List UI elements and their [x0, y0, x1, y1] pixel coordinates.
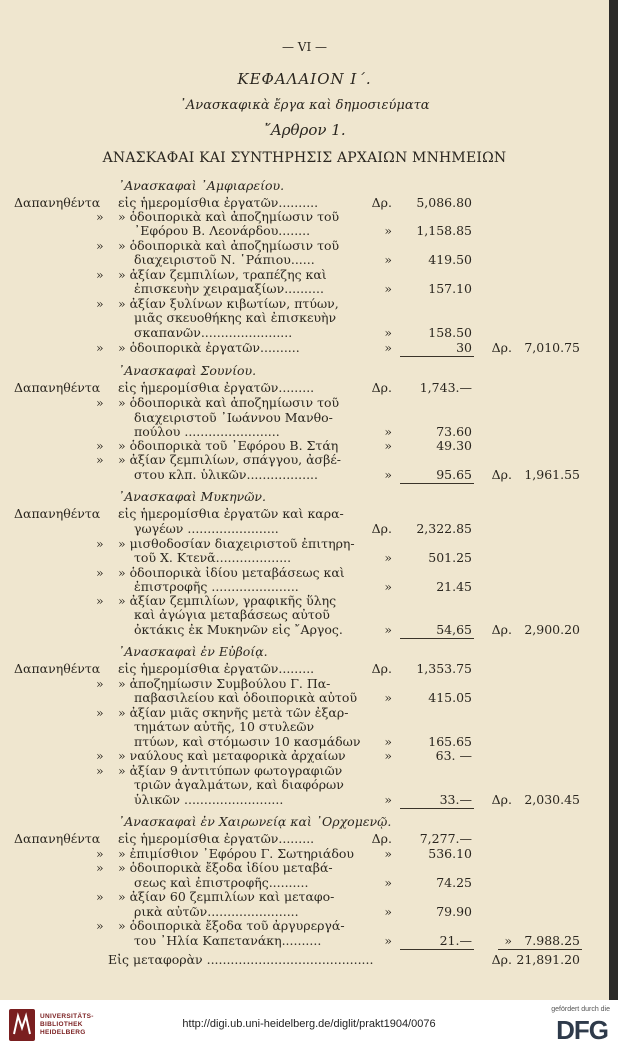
- entry-description: » ἀξίαν μιᾶς σκηνῆς μετὰ τῶν ἐξαρ-: [118, 705, 349, 720]
- unit-label: »: [384, 748, 392, 763]
- entry-description: σεως καὶ ἐπιστροφῆς..........: [134, 875, 309, 890]
- amount-value: 1,743.—: [419, 380, 472, 395]
- unit-label: Δρ.: [371, 661, 392, 676]
- entry-description: σκαπανῶν.......................: [134, 325, 293, 340]
- ditto-mark: »: [96, 209, 104, 224]
- chapter-heading: ΚΕΦΑΛΑΙΟΝ Ι΄.: [237, 70, 372, 88]
- entry-description: ἐπιστροφῆς ......................: [134, 579, 299, 594]
- ditto-mark: »: [96, 296, 104, 311]
- ditto-mark: »: [96, 452, 104, 467]
- unit-label: »: [384, 281, 392, 296]
- entry-description: » ὁδοιπορικὰ ἔξοδα τοῦ ἀργυρεργά-: [118, 918, 345, 933]
- ditto-mark: »: [96, 763, 104, 778]
- sum-rule: [400, 808, 474, 809]
- subsection-heading: ᾿Ανασκαφαὶ ᾿Αμφιαρείου.: [118, 178, 285, 193]
- amount-value: 501.25: [428, 550, 472, 565]
- ditto-mark: »: [96, 918, 104, 933]
- subtotal-value: 7.988.25: [524, 933, 580, 948]
- entry-description: » ἐπιμίσθιον ᾿Εφόρου Γ. Σωτηριάδου: [118, 846, 355, 861]
- entry-description: » ὁδοιπορικὰ καὶ ἀποζημίωσιν τοῦ: [118, 238, 340, 253]
- unit-label: »: [384, 424, 392, 439]
- entry-description: πτύων, καὶ στόμωσιν 10 κασμάδων: [134, 734, 361, 749]
- amount-value: 1,158.85: [416, 223, 472, 238]
- amount-value: 54,65: [436, 622, 472, 637]
- ditto-mark: »: [96, 860, 104, 875]
- entry-description: » ὁδοιπορικὰ καὶ ἀποζημίωσιν τοῦ: [118, 209, 340, 224]
- entry-description: » ἀποζημίωσιν Συμβούλου Γ. Πα-: [118, 676, 331, 691]
- entry-description: τημάτων αὐτῆς, 10 στυλεῶν: [134, 719, 315, 734]
- ditto-mark: »: [96, 748, 104, 763]
- unit-label: »: [384, 438, 392, 453]
- footer-bar: [0, 1000, 618, 1050]
- unit-label: »: [384, 223, 392, 238]
- amount-value: 2,322.85: [416, 521, 472, 536]
- amount-value: 21.45: [436, 579, 472, 594]
- entry-description: εἰς ἡμερομίσθια ἐργατῶν καὶ καρα-: [118, 506, 344, 521]
- entry-description: καὶ ἀγώγια μεταβάσεως αὐτοῦ: [134, 607, 330, 622]
- entry-description: » ὁδοιπορικὰ τοῦ ᾿Εφόρου Β. Στάη: [118, 438, 339, 453]
- entry-description: μιᾶς σκευοθήκης καὶ ἐπισκευὴν: [134, 310, 337, 325]
- subtotal-value: 1,961.55: [524, 467, 580, 482]
- unit-label: »: [384, 622, 392, 637]
- unit-label: »: [384, 467, 392, 482]
- entry-description: τριῶν ἀγαλμάτων, καὶ διαφόρων: [134, 777, 344, 792]
- funded-by-label: gefördert durch die: [551, 1006, 610, 1013]
- unit-label: Δρ.: [371, 195, 392, 210]
- total-rule: [498, 949, 582, 950]
- total-unit-label: Δρ.: [491, 792, 512, 807]
- amount-value: 157.10: [428, 281, 472, 296]
- entry-description: ὑλικῶν .........................: [134, 792, 284, 807]
- total-unit-label: »: [504, 933, 512, 948]
- entry-description: » ἀξίαν ζεμπιλίων, τραπέζης καὶ: [118, 267, 327, 282]
- unit-label: »: [384, 792, 392, 807]
- ditto-mark: »: [96, 846, 104, 861]
- entry-lead: Δαπανηθέντα: [14, 661, 101, 676]
- unit-label: Δρ.: [371, 380, 392, 395]
- unit-label: »: [384, 550, 392, 565]
- entry-description: εἰς ἡμερομίσθια ἐργατῶν..........: [118, 195, 319, 210]
- entry-description: ᾿Εφόρου Β. Λεονάρδου........: [134, 223, 311, 238]
- entry-description: » ὁδοιπορικὰ ἐργατῶν..........: [118, 340, 300, 355]
- sum-rule: [400, 356, 474, 357]
- library-line: UNIVERSITÄTS-: [40, 1013, 94, 1020]
- entry-lead: Δαπανηθέντα: [14, 380, 101, 395]
- ditto-mark: »: [96, 889, 104, 904]
- amount-value: 21.—: [439, 933, 472, 948]
- amount-value: 49.30: [436, 438, 472, 453]
- entry-description: » ἀξίαν ζεμπιλίων, γραφικῆς ὕλης: [118, 593, 337, 608]
- page-header: — VI —: [281, 40, 328, 54]
- ditto-mark: »: [96, 267, 104, 282]
- unit-label: »: [384, 875, 392, 890]
- unit-label: »: [384, 252, 392, 267]
- unit-label: »: [384, 846, 392, 861]
- entry-description: γωγέων .......................: [134, 521, 279, 536]
- ditto-mark: »: [96, 238, 104, 253]
- subsection-heading: ᾿Ανασκαφαὶ Σουνίου.: [118, 363, 257, 378]
- amount-value: 79.90: [436, 904, 472, 919]
- sum-rule: [400, 483, 474, 484]
- entry-description: του ᾿Ηλία Καπετανάκη..........: [134, 933, 322, 948]
- total-unit-label: Δρ.: [491, 952, 512, 967]
- scan-edge: [609, 0, 618, 1000]
- entry-description: ὀκτάκις ἐκ Μυκηνῶν εἰς ῎Αργος.: [134, 622, 343, 637]
- sum-rule: [400, 638, 474, 639]
- ditto-mark: »: [96, 395, 104, 410]
- unit-label: »: [384, 579, 392, 594]
- source-url-link[interactable]: http://digi.ub.uni-heidelberg.de/diglit/prakt1904/0076: [182, 1018, 436, 1030]
- entry-description: στου κλπ. ὑλικῶν..................: [134, 467, 318, 482]
- unit-label: »: [384, 325, 392, 340]
- unit-label: »: [384, 734, 392, 749]
- amount-value: 73.60: [436, 424, 472, 439]
- ditto-mark: »: [96, 676, 104, 691]
- chapter-subtitle: ᾿Ανασκαφικὰ ἔργα καὶ δημοσιεύματα: [179, 98, 430, 113]
- total-unit-label: Δρ.: [491, 622, 512, 637]
- amount-value: 1,353.75: [416, 661, 472, 676]
- entry-lead: Δαπανηθέντα: [14, 831, 101, 846]
- unit-label: »: [384, 933, 392, 948]
- subsection-heading: ᾿Ανασκαφαὶ ἐν Χαιρωνείᾳ καὶ ᾿Ορχομενῷ.: [118, 814, 392, 829]
- article-heading: ῎Αρθρον 1.: [263, 121, 346, 139]
- carry-forward-label: Εἰς μεταφορὰν ..........................................: [108, 952, 374, 967]
- amount-value: 158.50: [428, 325, 472, 340]
- subtotal-value: 2,030.45: [524, 792, 580, 807]
- unit-label: »: [384, 904, 392, 919]
- amount-value: 5,086.80: [416, 195, 472, 210]
- entry-description: παβασιλείου καὶ ὁδοιπορικὰ αὐτοῦ: [134, 690, 358, 705]
- entry-description: » ἀξίαν 60 ζεμπιλίων καὶ μεταφο-: [118, 889, 335, 904]
- entry-description: » ἀξίαν ξυλίνων κιβωτίων, πτύων,: [118, 296, 339, 311]
- ditto-mark: »: [96, 565, 104, 580]
- entry-description: » ναύλους καὶ μεταφορικὰ ἀρχαίων: [118, 748, 346, 763]
- amount-value: 536.10: [428, 846, 472, 861]
- entry-description: ἐπισκευὴν χειραμαξίων..........: [134, 281, 324, 296]
- entry-description: » ὁδοιπορικὰ ἔξοδα ἰδίου μεταβά-: [118, 860, 333, 875]
- total-unit-label: Δρ.: [491, 340, 512, 355]
- ditto-mark: »: [96, 593, 104, 608]
- entry-description: πούλου ........................: [134, 424, 280, 439]
- sum-rule: [400, 949, 474, 950]
- amount-value: 30: [456, 340, 472, 355]
- amount-value: 419.50: [428, 252, 472, 267]
- ditto-mark: »: [96, 705, 104, 720]
- entry-description: » μισθοδοσίαν διαχειριστοῦ ἐπιτηρη-: [118, 536, 355, 551]
- entry-description: εἰς ἡμερομίσθια ἐργατῶν.........: [118, 380, 315, 395]
- entry-description: διαχειριστοῦ ᾿Ιωάννου Μανθο-: [134, 410, 333, 425]
- entry-description: » ὁδοιπορικὰ ἰδίου μεταβάσεως καὶ: [118, 565, 345, 580]
- total-unit-label: Δρ.: [491, 467, 512, 482]
- entry-description: τοῦ Χ. Κτενᾶ...................: [134, 550, 292, 565]
- unit-label: »: [384, 340, 392, 355]
- dfg-logo: DFG: [556, 1015, 608, 1045]
- unit-label: Δρ.: [371, 831, 392, 846]
- amount-value: 63. —: [435, 748, 472, 763]
- unit-label: »: [384, 690, 392, 705]
- subsection-heading: ᾿Ανασκαφαὶ ἐν Εὐβοίᾳ.: [118, 644, 268, 659]
- ditto-mark: »: [96, 438, 104, 453]
- unit-label: Δρ.: [371, 521, 392, 536]
- library-line: HEIDELBERG: [40, 1029, 86, 1036]
- entry-description: » ὁδοιπορικὰ καὶ ἀποζημίωσιν τοῦ: [118, 395, 340, 410]
- amount-value: 95.65: [436, 467, 472, 482]
- entry-description: εἰς ἡμερομίσθια ἐργατῶν.........: [118, 831, 315, 846]
- entry-lead: Δαπανηθέντα: [14, 506, 101, 521]
- ditto-mark: »: [96, 340, 104, 355]
- amount-value: 165.65: [428, 734, 472, 749]
- entry-description: » ἀξίαν ζεμπιλίων, σπάγγου, ἀσβέ-: [118, 452, 342, 467]
- amount-value: 7,277.—: [419, 831, 472, 846]
- section-title: ΑΝΑΣΚΑΦΑΙ ΚΑΙ ΣΥΝΤΗΡΗΣΙΣ ΑΡΧΑΙΩΝ ΜΝΗΜΕΙΩΝ: [102, 150, 507, 166]
- subsection-heading: ᾿Ανασκαφαὶ Μυκηνῶν.: [118, 489, 267, 504]
- amount-value: 74.25: [436, 875, 472, 890]
- amount-value: 415.05: [428, 690, 472, 705]
- library-line: BIBLIOTHEK: [40, 1021, 83, 1028]
- subtotal-value: 7,010.75: [524, 340, 580, 355]
- ditto-mark: »: [96, 536, 104, 551]
- entry-description: » ἀξίαν 9 ἀντιτύπων φωτογραφιῶν: [118, 763, 343, 778]
- entry-description: εἰς ἡμερομίσθια ἐργατῶν.........: [118, 661, 315, 676]
- entry-description: ρικὰ αὐτῶν.......................: [134, 904, 299, 919]
- amount-value: 33.—: [439, 792, 472, 807]
- subtotal-value: 2,900.20: [524, 622, 580, 637]
- entry-lead: Δαπανηθέντα: [14, 195, 101, 210]
- subtotal-value: 21,891.20: [516, 952, 580, 967]
- entry-description: διαχειριστοῦ Ν. ῾Ράπιου......: [134, 252, 315, 267]
